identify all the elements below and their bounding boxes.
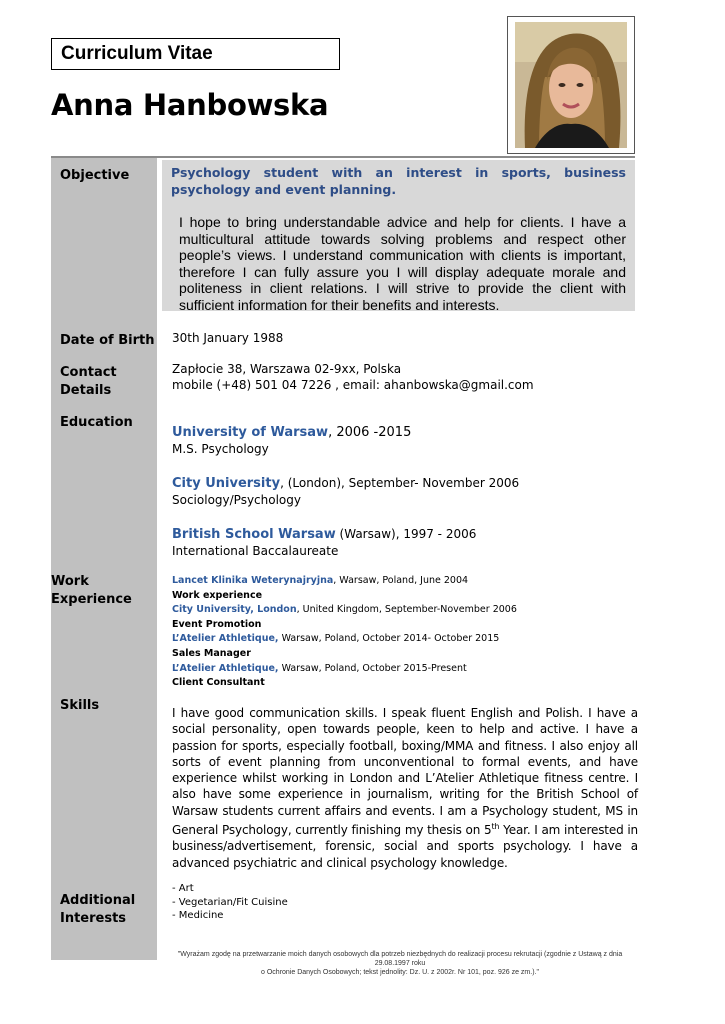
contact-details bbox=[172, 361, 534, 393]
consent-line: o Ochronie Danych Osobowych; tekst jednolity: Dz. U. z 2002r. Nr 101, poz. 926 ze zm.)." bbox=[261, 969, 539, 976]
section-divider bbox=[51, 156, 635, 158]
education-degree: International Baccalaureate bbox=[172, 544, 339, 558]
work-employer: Lancet Klinika Weterynajryjna bbox=[172, 575, 334, 586]
skills-text-part: Year. I am interested in business/advertisement, forensic, social and sports psychology. I have a advanced psychiatric and clinical psychology knowledge. bbox=[172, 823, 638, 870]
education-details: , 2006 -2015 bbox=[328, 425, 412, 440]
education-institution: University of Warsaw bbox=[172, 425, 329, 440]
interests-list bbox=[172, 882, 288, 923]
work-title: Client Consultant bbox=[172, 677, 265, 689]
interest-item: - Vegetarian/Fit Cuisine bbox=[172, 896, 288, 908]
label-contact-line1: Contact bbox=[60, 365, 117, 380]
work-entry bbox=[172, 603, 517, 618]
work-title: Work experience bbox=[172, 589, 263, 601]
education-details: , (London), September- November 2006 bbox=[280, 476, 520, 490]
label-work-experience bbox=[51, 573, 132, 609]
interest-item: - Art bbox=[172, 883, 194, 894]
contact-address: Zapłocie 38, Warszawa 02-9xx, Polska bbox=[172, 362, 402, 376]
education-entry bbox=[172, 475, 519, 508]
label-contact-line2: Details bbox=[60, 383, 112, 398]
label-work-line2: Experience bbox=[51, 592, 132, 607]
label-column-background bbox=[51, 157, 157, 960]
label-additional-interests bbox=[60, 892, 135, 928]
education-institution: British School Warsaw bbox=[172, 527, 336, 542]
candidate-name: Anna Hanbowska bbox=[51, 88, 329, 122]
date-of-birth-value: 30th January 1988 bbox=[172, 331, 284, 345]
education-degree: M.S. Psychology bbox=[172, 442, 269, 456]
work-employer: L’Atelier Athletique, bbox=[172, 633, 279, 645]
label-objective: Objective bbox=[60, 168, 130, 183]
work-employer: L’Atelier Athletique, bbox=[172, 662, 279, 674]
interest-item: - Medicine bbox=[172, 910, 224, 921]
education-institution: City University bbox=[172, 476, 281, 491]
skills-text bbox=[172, 705, 638, 871]
work-details: Warsaw, Poland, October 2015-Present bbox=[278, 662, 467, 674]
label-education: Education bbox=[60, 415, 133, 430]
label-skills: Skills bbox=[60, 698, 100, 713]
work-title: Event Promotion bbox=[172, 618, 262, 630]
objective-text: I hope to bring understandable advice and help for clients. I have a multicultural attitude towards solving problems and respect other people’s views. I understand communication with clients is important, therefore I can fully assure you I will display adequate morale and politeness in client relations. I will strive to provide the client with sufficient information for their benefits and interests. bbox=[179, 214, 626, 313]
work-entry bbox=[172, 632, 517, 647]
education-details: (Warsaw), 1997 - 2006 bbox=[335, 527, 477, 541]
profile-photo bbox=[515, 22, 627, 148]
work-details: , United Kingdom, September-November 2006 bbox=[296, 604, 517, 616]
education-degree: Sociology/Psychology bbox=[172, 493, 301, 507]
label-interests-line1: Additional bbox=[60, 893, 136, 908]
objective-title: Psychology student with an interest in sports, business psychology and event planning. bbox=[171, 165, 626, 197]
label-date-of-birth: Date of Birth bbox=[60, 333, 155, 348]
document-title: Curriculum Vitae bbox=[51, 38, 340, 70]
work-entry bbox=[172, 662, 517, 677]
label-interests-line2: Interests bbox=[60, 911, 127, 926]
work-details: Warsaw, Poland, October 2014- October 2015 bbox=[278, 633, 500, 645]
work-title: Sales Manager bbox=[172, 647, 251, 659]
work-experience-list bbox=[172, 574, 517, 691]
label-contact-details bbox=[60, 364, 117, 400]
skills-text-part: I have good communication skills. I speak fluent English and Polish. I have a social personality, open towards people, keen to help and active. I have a passion for sports, especially football, boxing/MMA and fitness. I also enjoy all sorts of event planning from unconventional to formal events, and have experience whilst working in London and L’Atelier Athletique fitness centre. I also have some experience in journalism, writing for the British School of Warsaw students current affairs and events. I am a Psychology student, MS in General Psychology, currently finishing my thesis on 5 bbox=[172, 706, 638, 838]
data-consent-clause bbox=[160, 950, 640, 977]
work-employer: City University, London bbox=[172, 604, 297, 616]
work-entry bbox=[172, 574, 517, 589]
work-details: , Warsaw, Poland, June 2004 bbox=[333, 575, 469, 586]
education-entry bbox=[172, 424, 411, 457]
contact-phone-email: mobile (+48) 501 04 7226 , email: ahanbowska@gmail.com bbox=[172, 378, 534, 392]
consent-line: "Wyrażam zgodę na przetwarzanie moich danych osobowych dla potrzeb niezbędnych do realizacji procesu rekrutacji (zgodnie z Ustawą z dnia 29.08.1997 roku bbox=[177, 951, 623, 967]
label-work-line1: Work bbox=[51, 574, 89, 589]
education-entry bbox=[172, 526, 476, 559]
skills-superscript: th bbox=[491, 822, 500, 832]
